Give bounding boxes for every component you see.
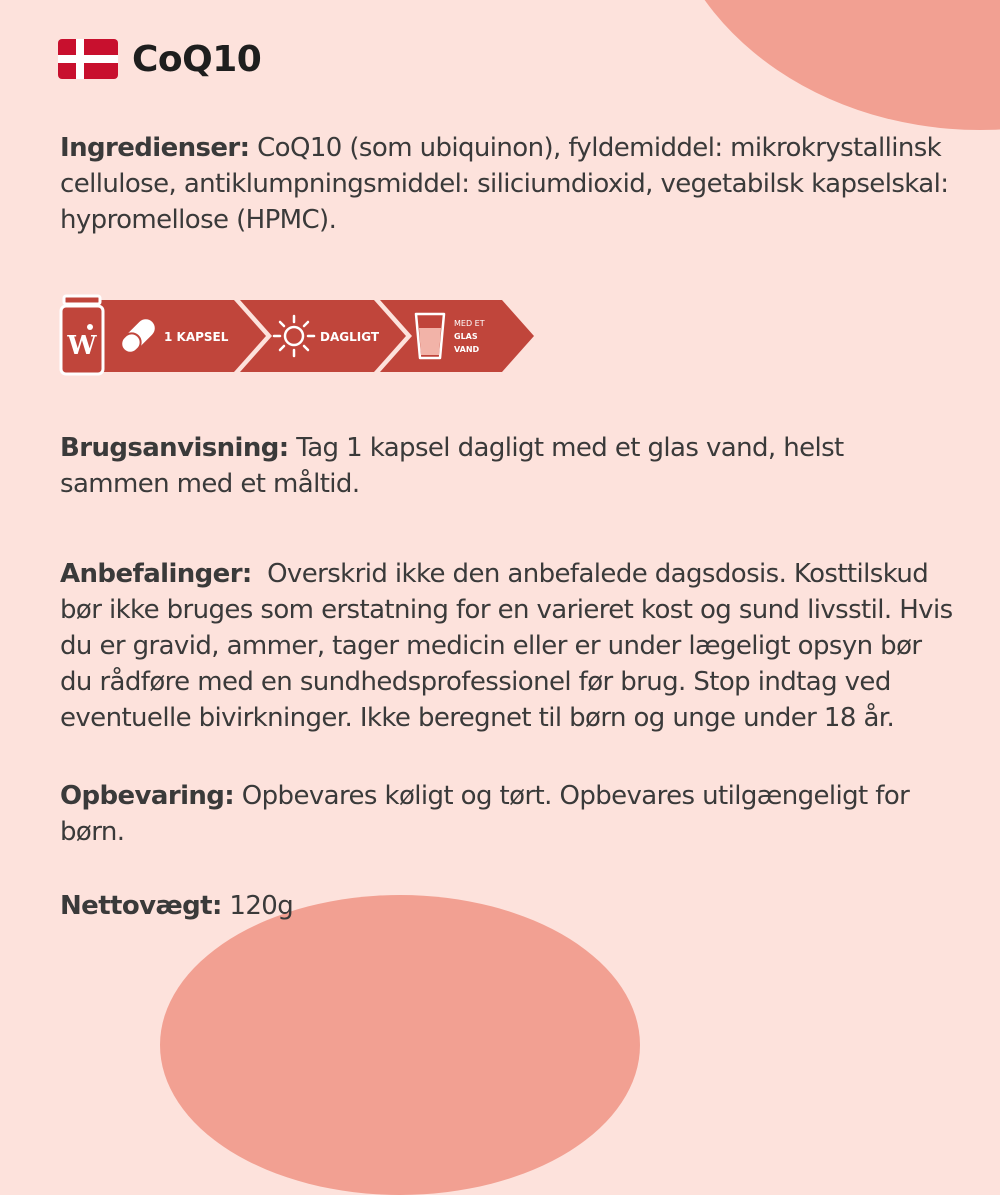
ingredients-label: Ingredienser:	[60, 133, 250, 163]
storage-section	[60, 778, 960, 850]
usage-section	[60, 430, 960, 502]
usage-label: Brugsanvisning:	[60, 433, 289, 463]
banner-water-line1: MED ET	[454, 319, 485, 328]
dosage-banner	[58, 294, 538, 378]
product-title: CoQ10	[132, 38, 262, 80]
recommendations-section	[60, 556, 960, 736]
net-weight-label: Nettovægt:	[60, 891, 222, 921]
svg-text:W: W	[67, 331, 97, 361]
supplement-jar-icon	[61, 296, 103, 374]
recommendations-label: Anbefalinger:	[60, 559, 252, 589]
banner-water-line3: VAND	[454, 345, 480, 354]
ingredients-text: CoQ10 (som ubiquinon), fyldemiddel: mikrokrystallinsk cellulose, antiklumpningsmiddel: siliciumdioxid, vegetabilsk kapselskal: hypromellose (HPMC).	[60, 133, 949, 235]
decorative-circle-top	[660, 0, 1000, 130]
banner-capsule-label: 1 KAPSEL	[164, 330, 229, 344]
usage-text: Tag 1 kapsel dagligt med et glas vand, helst sammen med et måltid.	[60, 433, 844, 499]
header	[58, 36, 261, 82]
storage-label: Opbevaring:	[60, 781, 235, 811]
net-weight-section	[60, 888, 960, 924]
denmark-flag-icon	[58, 39, 118, 79]
decorative-circle-bottom	[160, 895, 640, 1195]
net-weight-text: 120g	[221, 891, 294, 921]
banner-daily-label: DAGLIGT	[320, 330, 380, 344]
ingredients-section	[60, 130, 960, 238]
storage-text: Opbevares køligt og tørt. Opbevares utilgængeligt for børn.	[60, 781, 910, 847]
recommendations-text: Overskrid ikke den anbefalede dagsdosis. Kosttilskud bør ikke bruges som erstatning for en varieret kost og sund livsstil. Hvis du er gravid, ammer, tager medicin eller er under lægeligt opsyn bør du rådføre med en sundhedsprofessionel før brug. Stop indtag ved eventuelle bivirkninger. Ikke beregnet til børn og unge under 18 år.	[60, 559, 961, 733]
banner-water-line2: GLAS	[454, 332, 478, 341]
